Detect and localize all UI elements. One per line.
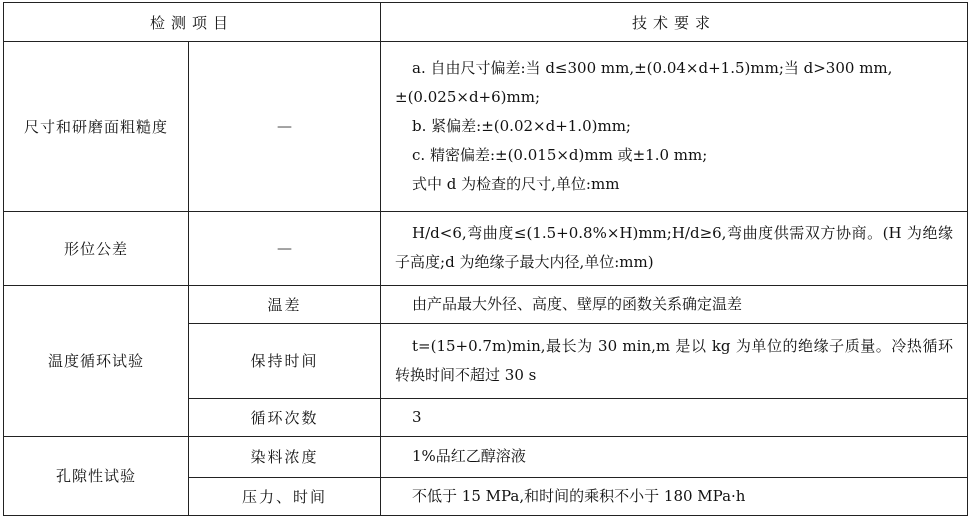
req-thermal-hold-text: t=(15+0.7m)min,最长为 30 min,m 是以 kg 为单位的绝缘子质量。冷热循环转换时间不超过 30 s <box>395 336 954 384</box>
req-size-line-3: b. 紧偏差:±(0.02×d+1.0)mm; <box>412 116 631 135</box>
req-porosity-pressure-text: 不低于 15 MPa,和时间的乘积不小于 180 MPa·h <box>412 486 746 505</box>
table-row <box>4 436 968 477</box>
req-porosity-dye-text: 1%品红乙醇溶液 <box>412 447 526 466</box>
req-size-line-1: a. 自由尺寸偏差:当 d≤300 mm,±(0.04×d+1.5)mm;当 d>300 mm, <box>412 58 893 77</box>
sub-size-dash: — <box>189 42 381 212</box>
req-thermal-cycles <box>381 398 968 436</box>
req-tolerance <box>381 211 968 285</box>
req-tolerance-text: H/d<6,弯曲度≤(1.5+0.8%×H)mm;H/d≥6,弯曲度供需双方协商。(H 为绝缘子高度;d 为绝缘子最大内径,单位:mm) <box>395 224 954 272</box>
item-thermal: 温度循环试验 <box>4 286 189 437</box>
spec-table <box>3 2 968 516</box>
sub-porosity-dye: 染料浓度 <box>189 436 381 477</box>
item-porosity: 孔隙性试验 <box>4 436 189 515</box>
req-size-line-4: c. 精密偏差:±(0.015×d)mm 或±1.0 mm; <box>412 145 708 164</box>
req-porosity-dye <box>381 436 968 477</box>
sub-tolerance-dash: — <box>189 211 381 285</box>
req-thermal-diff-text: 由产品最大外径、高度、壁厚的函数关系确定温差 <box>412 295 743 314</box>
table-row <box>4 211 968 285</box>
req-thermal-diff <box>381 286 968 324</box>
req-size <box>381 42 968 212</box>
table-row <box>4 42 968 212</box>
req-porosity-pressure <box>381 477 968 515</box>
req-size-line-5: 式中 d 为检查的尺寸,单位:mm <box>412 174 620 193</box>
item-tolerance: 形位公差 <box>4 211 189 285</box>
header-row <box>4 3 968 42</box>
sub-thermal-cycles: 循环次数 <box>189 398 381 436</box>
header-item: 检测项目 <box>4 3 381 42</box>
req-thermal-hold <box>381 324 968 398</box>
sub-thermal-hold: 保持时间 <box>189 324 381 398</box>
item-size: 尺寸和研磨面粗糙度 <box>4 42 189 212</box>
sub-thermal-diff: 温差 <box>189 286 381 324</box>
table-row <box>4 286 968 324</box>
req-thermal-cycles-text: 3 <box>412 407 422 426</box>
req-size-line-2: ±(0.025×d+6)mm; <box>395 87 541 106</box>
sub-porosity-pressure: 压力、时间 <box>189 477 381 515</box>
header-requirement: 技术要求 <box>381 3 968 42</box>
